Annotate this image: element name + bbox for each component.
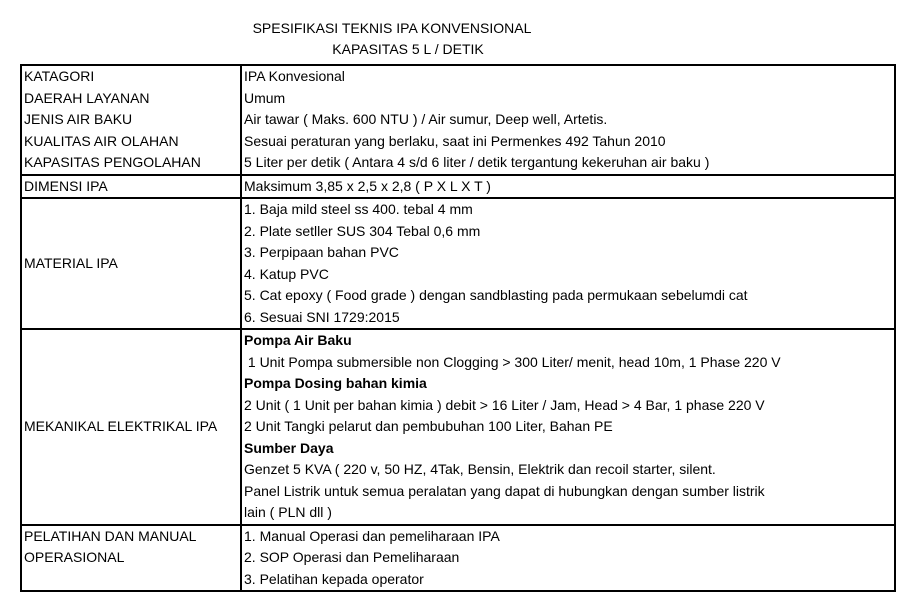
dimensi-value-cell	[241, 175, 895, 199]
value-daerah-layanan: Umum	[244, 89, 286, 106]
mekanikal-values-cell	[241, 329, 895, 525]
table-row-mekanikal	[21, 329, 895, 525]
document-title: SPESIFIKASI TEKNIS IPA KONVENSIONAL	[252, 20, 532, 36]
material-item: 3. Perpipaan bahan PVC	[244, 244, 399, 260]
sumber-daya-text-2a: Panel Listrik untuk semua peralatan yang dapat di hubungkan dengan sumber listrik	[244, 482, 765, 499]
table-row-pelatihan	[21, 525, 895, 592]
mekanikal-label-cell	[21, 329, 241, 525]
material-item: 5. Cat epoxy ( Food grade ) dengan sandblasting pada permukaan sebelumdi cat	[244, 287, 748, 303]
pompa-dosing-text-2: 2 Unit Tangki pelarut dan pembubuhan 100 Liter, Bahan PE	[244, 418, 613, 434]
pompa-air-baku-text: 1 Unit Pompa submersible non Clogging > 300 Liter/ menit, head 10m, 1 Phase 220 V	[244, 353, 781, 370]
label-kualitas-air-olahan: KUALITAS AIR OLAHAN	[24, 132, 179, 149]
label-katagori: KATAGORI	[24, 68, 95, 84]
pelatihan-label-cell	[21, 525, 241, 592]
pelatihan-item: 2. SOP Operasi dan Pemeliharaan	[244, 549, 460, 565]
material-item: 4. Katup PVC	[244, 265, 329, 282]
sumber-daya-text-1: Genzet 5 KVA ( 220 v, 50 HZ, 4Tak, Bensin, Elektrik dan recoil starter, silent.	[244, 461, 716, 477]
pompa-air-baku-heading: Pompa Air Baku	[244, 332, 352, 348]
table-row-general	[21, 65, 895, 175]
label-kapasitas-pengolahan: KAPASITAS PENGOLAHAN	[24, 154, 201, 170]
value-kualitas-air-olahan: Sesuai peraturan yang berlaku, saat ini Permenkes 492 Tahun 2010	[244, 132, 666, 149]
material-item: 2. Plate setller SUS 304 Tebal 0,6 mm	[244, 222, 481, 239]
table-row-material	[21, 198, 895, 329]
label-jenis-air-baku: JENIS AIR BAKU	[24, 111, 133, 127]
table-row-dimensi	[21, 175, 895, 199]
spec-table	[20, 64, 896, 592]
pompa-dosing-text-1: 2 Unit ( 1 Unit per bahan kimia ) debit > 16 Liter / Jam, Head > 4 Bar, 1 phase 220 V	[244, 396, 765, 413]
label-pelatihan-line-1: PELATIHAN DAN MANUAL	[24, 527, 197, 544]
value-jenis-air-baku: Air tawar ( Maks. 600 NTU ) / Air sumur, Deep well, Artetis.	[244, 111, 608, 127]
label-material: MATERIAL IPA	[24, 254, 118, 271]
label-dimensi: DIMENSI IPA	[24, 177, 108, 194]
pelatihan-values-cell	[241, 525, 895, 592]
material-label-cell	[21, 198, 241, 329]
value-dimensi: Maksimum 3,85 x 2,5 x 2,8 ( P X L X T )	[244, 177, 491, 194]
pelatihan-item: 1. Manual Operasi dan pemeliharaan IPA	[244, 527, 500, 544]
material-item: 1. Baja mild steel ss 400. tebal 4 mm	[244, 201, 473, 217]
label-mekanikal: MEKANIKAL ELEKTRIKAL IPA	[24, 418, 218, 434]
sumber-daya-heading: Sumber Daya	[244, 439, 334, 456]
value-kapasitas-pengolahan: 5 Liter per detik ( Antara 4 s/d 6 liter / detik tergantung kekeruhan air baku )	[244, 154, 710, 170]
general-labels-cell	[21, 65, 241, 175]
material-item: 6. Sesuai SNI 1729:2015	[244, 308, 400, 325]
value-katagori: IPA Konvesional	[244, 68, 345, 84]
general-values-cell	[241, 65, 895, 175]
label-pelatihan-line-2: OPERASIONAL	[24, 549, 125, 565]
dimensi-label-cell	[21, 175, 241, 199]
sumber-daya-text-2b: lain ( PLN dll )	[244, 504, 332, 520]
pelatihan-item: 3. Pelatihan kepada operator	[244, 570, 424, 587]
label-daerah-layanan: DAERAH LAYANAN	[24, 89, 150, 106]
document-subtitle: KAPASITAS 5 L / DETIK	[332, 41, 484, 57]
material-values-cell	[241, 198, 895, 329]
pompa-dosing-heading: Pompa Dosing bahan kimia	[244, 375, 427, 391]
